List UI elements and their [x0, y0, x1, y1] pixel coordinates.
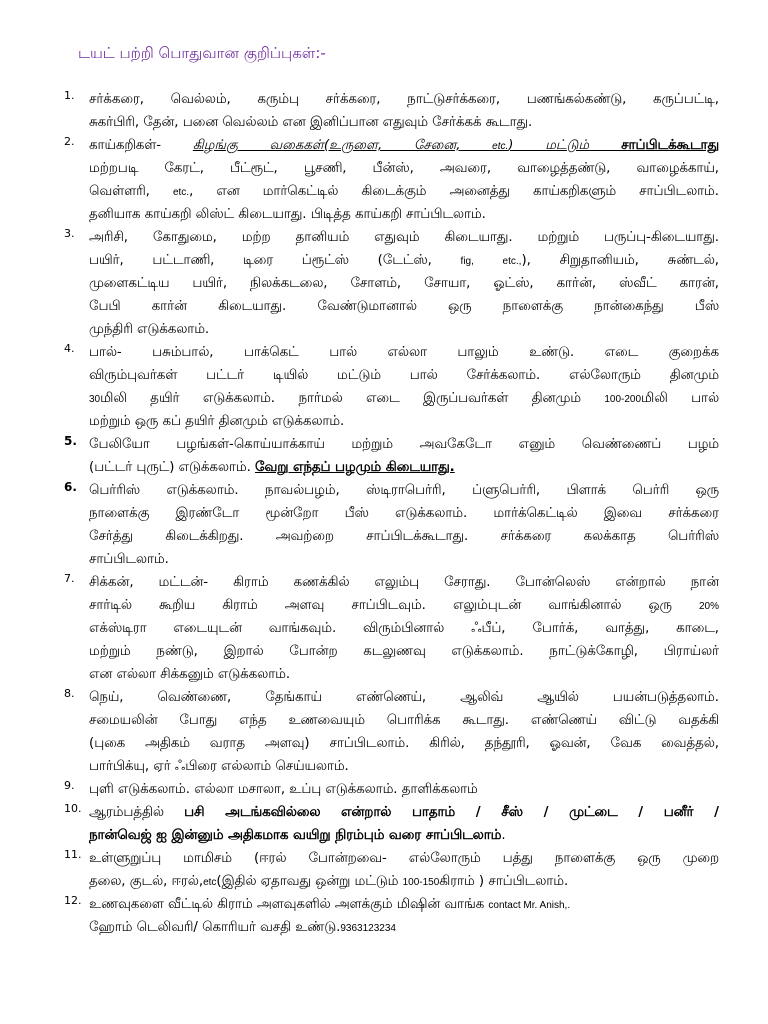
- item-line: புளி எடுக்கலாம். எல்லா மசாலா, உப்பு எடுக்கலாம். தாளிக்கலாம்: [89, 782, 478, 797]
- text-run: 20%: [698, 601, 719, 612]
- item-line: [89, 387, 719, 410]
- item-line: சமையலின் போது எந்த உணவையும் பொரிக்க கூடாது. எண்ணெய் விட்டு வதக்கி: [89, 713, 719, 728]
- item-line: விரும்புவர்கள் பட்டர் டியில் மட்டும் பால் சேர்க்கலாம். எல்லோரும் தினமும்: [89, 368, 719, 383]
- text-run: 100-200: [604, 394, 642, 405]
- item-number: 4.: [64, 342, 75, 355]
- item-number: 12.: [64, 894, 82, 907]
- text-run: மிலி தயிர் எடுக்கலாம். நார்மல் எடை இருப்பவர்கள் தினமும்: [100, 391, 605, 406]
- item-number: 2.: [64, 135, 75, 148]
- item-line: எக்ஸ்டிரா எடையுடன் வாங்கவும். விரும்பினால் ஃபீப், போர்க், வாத்து, காடை,: [89, 621, 719, 636]
- text-run: வெள்ளரி,: [89, 184, 173, 199]
- item-line: பால்- பசும்பால், பாக்கெட் பால் எல்லா பாலும் உண்டு. எடை குறைக்க: [89, 345, 719, 360]
- item-line: பேபி கார்ன் கிடையாது. வேண்டுமானால் ஒரு நாளைக்கு நான்கைந்து பீஸ்: [89, 299, 719, 314]
- list-item-1: [0, 88, 768, 134]
- text-run: கிராம் ) சாப்பிடலாம்.: [439, 874, 569, 889]
- item-number: 10.: [64, 802, 82, 815]
- text-run: (பட்டர் புருட்) எடுக்கலாம்.: [89, 460, 256, 475]
- text-run: ஹோம் டெலிவரி/ கொரியர் வசதி உண்டு.: [89, 920, 341, 935]
- text-run: தலை, குடல், ஈரல்,: [89, 874, 204, 889]
- list-item-8: [0, 686, 768, 778]
- text-run: ), சிறுதானியம், சுண்டல்,: [521, 253, 719, 268]
- item-line: பெர்ரிஸ் எடுக்கலாம். நாவல்பழம், ஸ்டிராபெர்ரி, ப்ளுபெர்ரி, பிளாக் பெர்ரி ஒரு: [89, 483, 719, 498]
- list-item-9: [0, 778, 768, 801]
- text-run: etc.,: [502, 256, 522, 267]
- item-line: அரிசி, கோதுமை, மற்ற தானியம் எதுவும் கிடையாது. மற்றும் பருப்பு-கிடையாது.: [89, 230, 719, 245]
- item-number: 9.: [64, 779, 75, 792]
- item-line: தனியாக காய்கறி லிஸ்ட் கிடையாது. பிடித்த காய்கறி சாப்பிடலாம்.: [89, 207, 486, 222]
- list-item-3: [0, 226, 768, 341]
- list-item-7: [0, 571, 768, 686]
- item-line: சேர்த்து கிடைக்கிறது. அவற்றை சாப்பிடக்கூடாது. சர்க்கரை கலக்காத பெர்ரிஸ்: [89, 529, 719, 544]
- text-run: , என மார்கெட்டில் கிடைக்கும் அனைத்து காய்கறிகளும் சாப்பிடலாம்.: [189, 184, 719, 199]
- item-number: 3.: [64, 227, 75, 240]
- text-run: 100-150: [402, 877, 440, 888]
- list-item-12: [0, 893, 768, 939]
- item-line: [89, 870, 719, 893]
- text-run: etc.: [492, 141, 509, 152]
- text-run: ) மட்டும்: [508, 138, 590, 153]
- text-run: 9363123234: [340, 923, 396, 934]
- item-line: நெய், வெண்ணை, தேங்காய் எண்ணெய், ஆலிவ் ஆயில் பயன்படுத்தலாம்.: [89, 690, 719, 705]
- list-item-5: [0, 433, 768, 479]
- item-number: 5.: [64, 434, 77, 448]
- page-title: டயட் பற்றி பொதுவான குறிப்புகள்:-: [78, 44, 326, 62]
- list-item-11: [0, 847, 768, 893]
- item-line: (புகை அதிகம் வராத அளவு) சாப்பிடலாம். கிரில், தந்தூரி, ஓவன், வேக வைத்தல்,: [89, 736, 719, 751]
- text-run: மிலி பால்: [641, 391, 719, 406]
- list-item-10: [0, 801, 768, 847]
- item-line: சாப்பிடலாம்.: [89, 552, 169, 567]
- text-run: .: [501, 828, 506, 843]
- text-run: fig,: [460, 256, 474, 267]
- text-run: (இதில் ஏதாவது ஒன்று மட்டும்: [216, 874, 403, 889]
- item-line: சுகர்பிரி, தேன், பனை வெல்லம் என இனிப்பான எதுவும் சேர்க்கக் கூடாது.: [89, 115, 533, 130]
- item-number: 11.: [64, 848, 82, 861]
- text-run: ஆரம்பத்தில்: [89, 805, 185, 820]
- item-line: [89, 801, 719, 824]
- text-run: காய்கறிகள்-: [89, 138, 193, 153]
- text-run: சார்டில் கூறிய கிராம் அளவு சாப்பிடவும். எலும்புடன் வாங்கினால் ஒரு: [89, 598, 699, 613]
- item-line: என எல்லா சிக்கனும் எடுக்கலாம்.: [89, 667, 291, 682]
- text-run: வேறு எந்தப் பழமும் கிடையாது.: [255, 460, 455, 475]
- text-run: etc: [203, 877, 217, 888]
- item-line: மற்றபடி கேரட், பீட்ரூட், பூசணி, பீன்ஸ், அவரை, வாழைத்தண்டு, வாழைக்காய்,: [89, 161, 719, 176]
- text-run: கிழங்கு வகைகள்(உருளை, சேனை,: [192, 138, 493, 153]
- item-line: [89, 249, 719, 272]
- text-run: contact Mr. Anish,.: [488, 900, 571, 911]
- item-line: [89, 134, 719, 157]
- tips-list: [0, 88, 768, 939]
- text-run: பயிர், பட்டாணி, டிரை ப்ரூட்ஸ் (டேட்ஸ்,: [89, 253, 461, 268]
- item-number: 6.: [64, 480, 77, 494]
- item-line: பார்பிக்யு, ஏர் ஃபிரை எல்லாம் செய்யலாம்.: [89, 759, 349, 774]
- item-line: சர்க்கரை, வெல்லம், கரும்பு சர்க்கரை, நாட்டுசர்க்கரை, பணங்கல்கண்டு, கருப்பட்டி,: [89, 92, 719, 107]
- item-line: மற்றும் நண்டு, இறால் போன்ற கடலுணவு எடுக்கலாம். நாட்டுக்கோழி, பிராய்லர்: [89, 644, 719, 659]
- item-number: 1.: [64, 89, 75, 102]
- text-run: [474, 253, 503, 268]
- text-run: etc.: [172, 187, 190, 198]
- list-item-4: [0, 341, 768, 433]
- item-line: [89, 594, 719, 617]
- text-run: 30: [89, 394, 101, 405]
- list-item-2: [0, 134, 768, 226]
- item-line: முந்திரி எடுக்கலாம்.: [89, 322, 210, 337]
- item-line: [89, 456, 719, 479]
- item-line: [89, 893, 719, 916]
- item-line: உள்ளுறுப்பு மாமிசம் (ஈரல் போன்றவை- எல்லோரும் பத்து நாளைக்கு ஒரு முறை: [89, 851, 719, 866]
- item-line: சிக்கன், மட்டன்- கிராம் கணக்கில் எலும்பு சேராது. போன்லெஸ் என்றால் நான்: [89, 575, 719, 590]
- text-run: சாப்பிடக்கூடாது: [589, 138, 719, 153]
- item-line: மற்றும் ஒரு கப் தயிர் தினமும் எடுக்கலாம்.: [89, 414, 345, 429]
- text-run: நான்வெஜ் ஐ இன்னும் அதிகமாக வயிறு நிரம்பும் வரை சாப்பிடலாம்: [89, 828, 502, 843]
- item-line: முளைகட்டிய பயிர், நிலக்கடலை, சோளம், சோயா, ஓட்ஸ், கார்ன், ஸ்வீட் காரன்,: [89, 276, 719, 291]
- text-run: பசி அடங்கவில்லை என்றால் பாதாம் / சீஸ் / முட்டை / பனீர் /: [184, 805, 719, 820]
- item-number: 7.: [64, 572, 75, 585]
- item-line: [89, 916, 719, 939]
- item-line: நாளைக்கு இரண்டோ மூன்றோ பீஸ் எடுக்கலாம். மார்க்கெட்டில் இவை சர்க்கரை: [89, 506, 719, 521]
- item-line: [89, 824, 719, 847]
- item-line: [89, 180, 719, 203]
- text-run: உணவுகளை வீட்டில் கிராம் அளவுகளில் அளக்கும் மிஷின் வாங்க: [89, 897, 489, 912]
- item-number: 8.: [64, 687, 75, 700]
- item-line: பேலியோ பழங்கள்-கொய்யாக்காய் மற்றும் அவகேடோ எனும் வெண்ணைப் பழம்: [89, 437, 719, 452]
- list-item-6: [0, 479, 768, 571]
